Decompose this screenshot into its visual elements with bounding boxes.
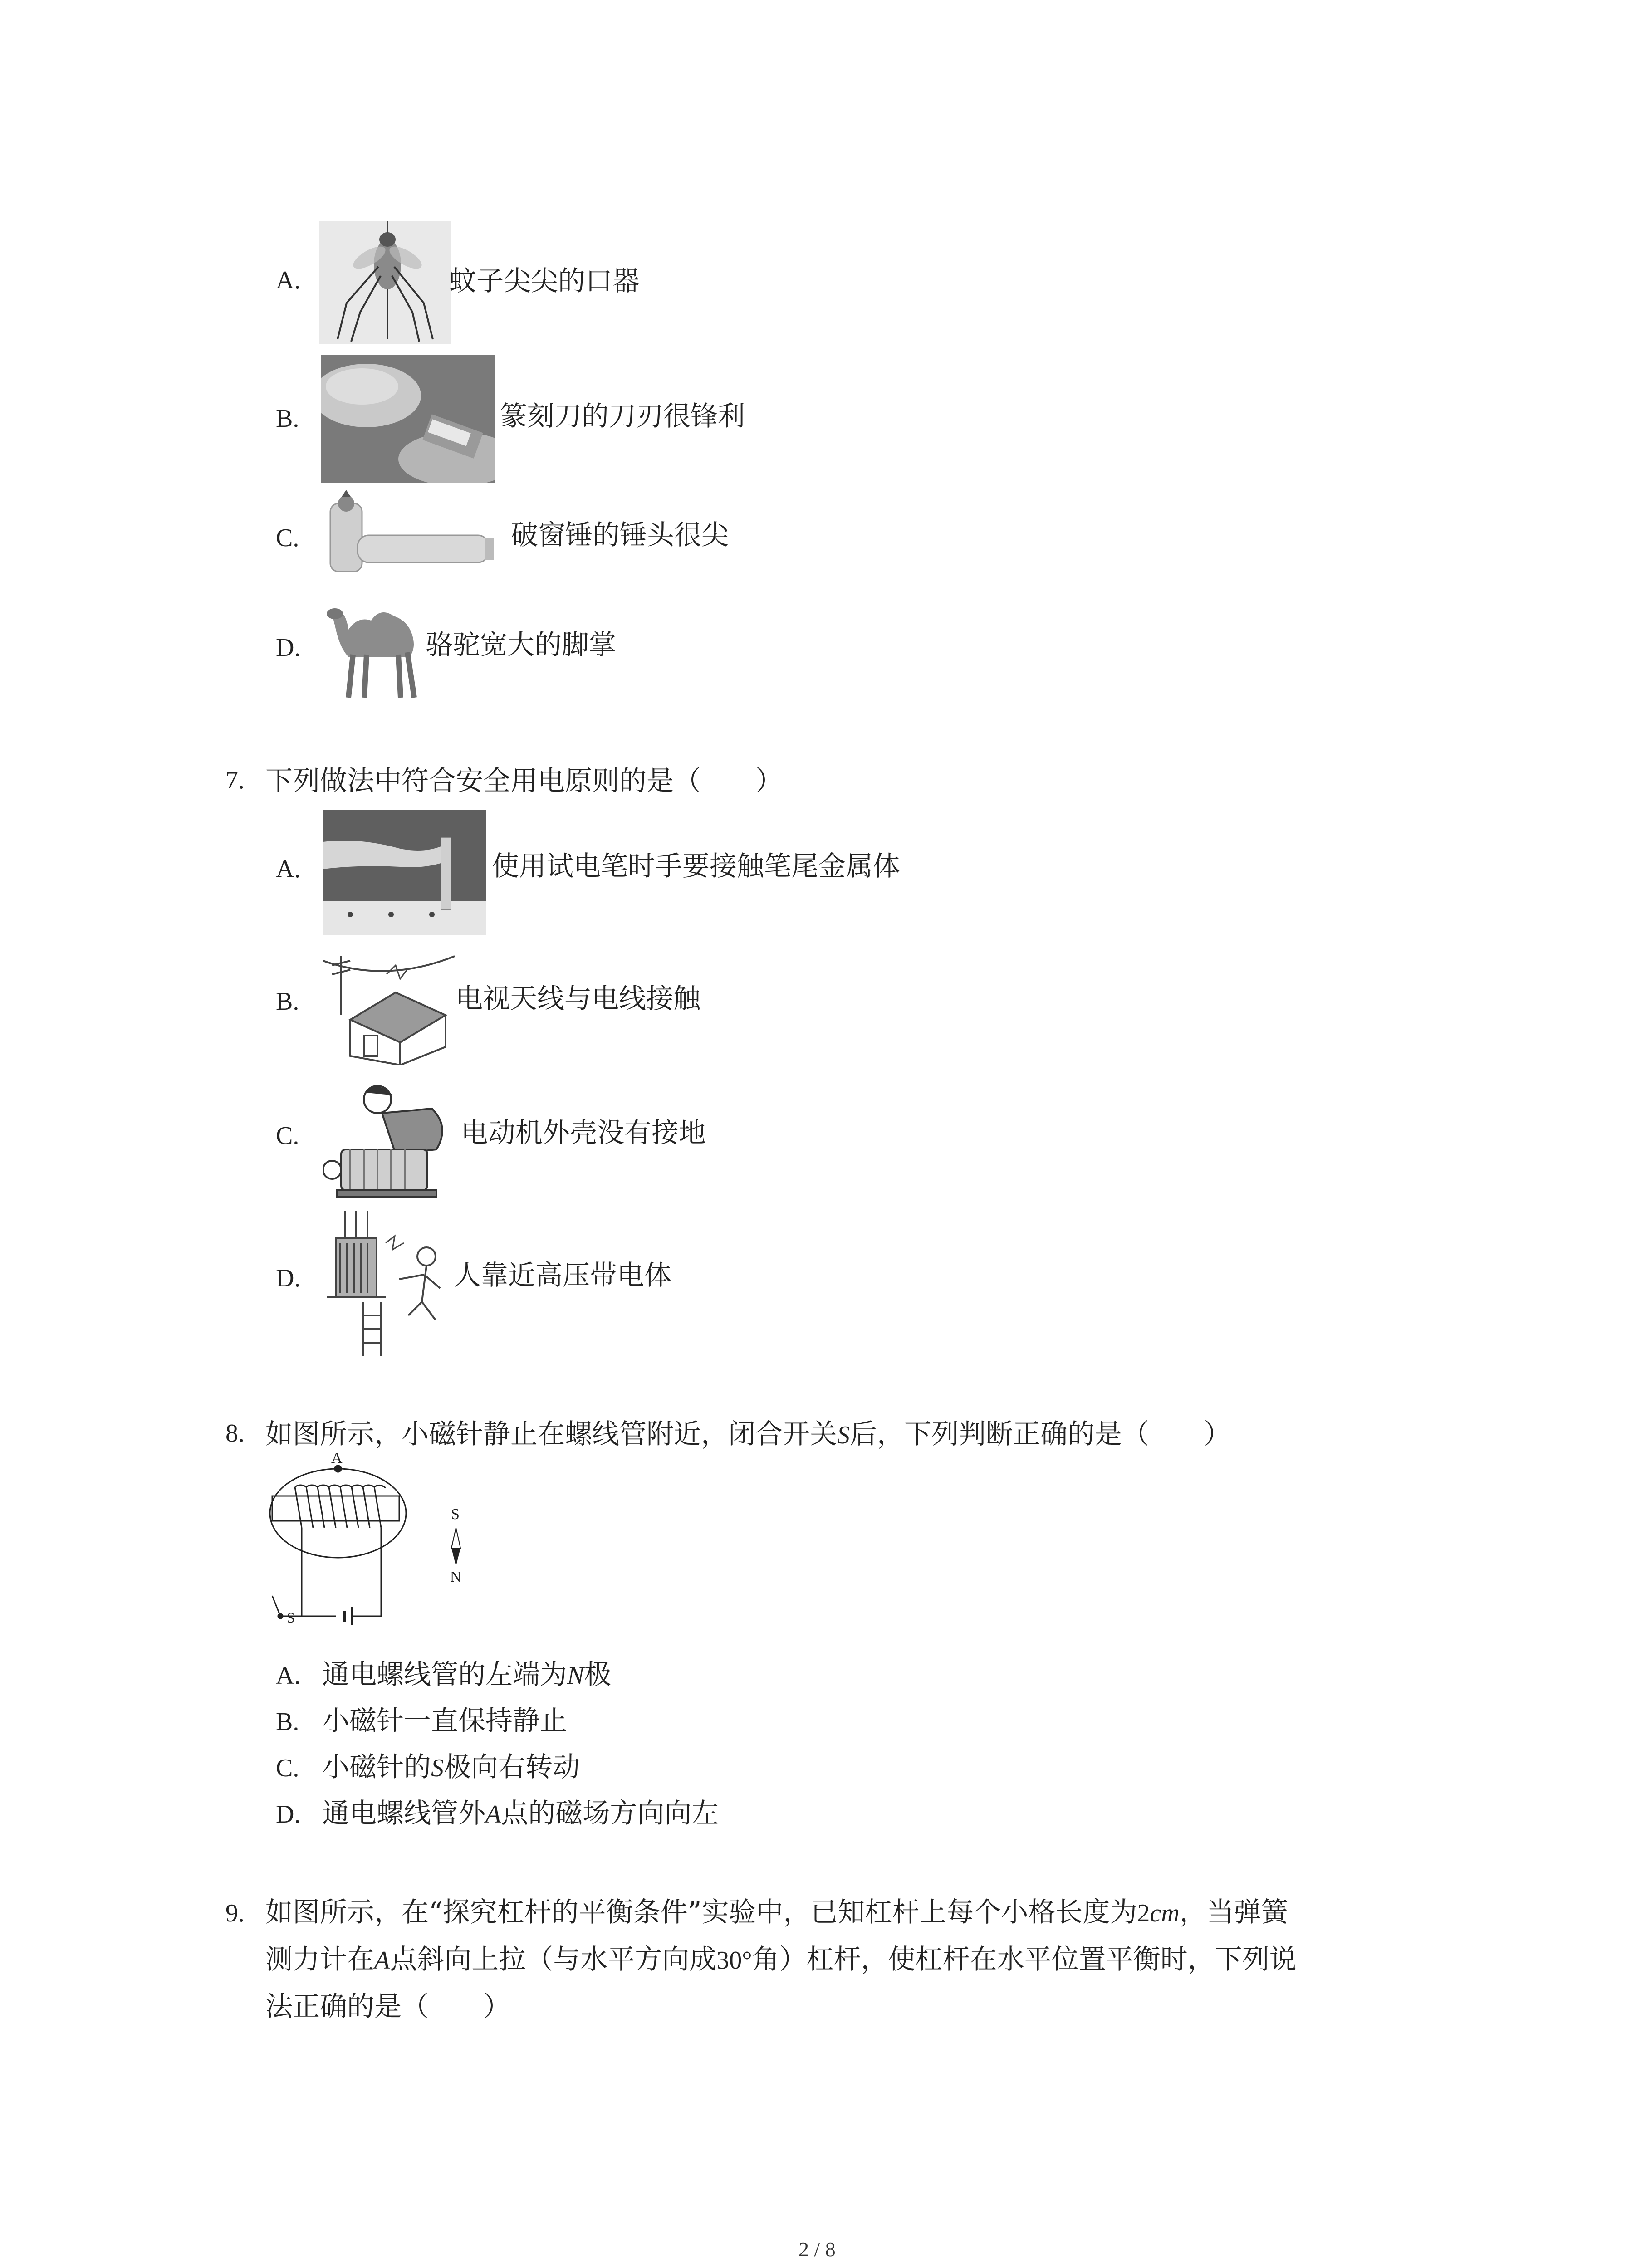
q6-option-a-text: 蚊子尖尖的口器 bbox=[449, 265, 640, 297]
q6-option-b-letter: B. bbox=[276, 405, 299, 433]
compass-n-label: N bbox=[450, 1569, 461, 1585]
q6-option-a-letter: A. bbox=[276, 266, 301, 294]
q7-stem: 下列做法中符合安全用电原则的是（ ） bbox=[265, 765, 783, 797]
q8-number: 8. bbox=[225, 1419, 245, 1447]
q9-line-1-part-1: 如图所示，在“探究杠杆的平衡条件”实验中，已知杠杆上每个小格长度为 bbox=[265, 1897, 1137, 1928]
q7-option-b-letter: B. bbox=[276, 987, 299, 1016]
test-pen-photo-icon bbox=[323, 810, 486, 935]
q7-option-d-text: 人靠近高压带电体 bbox=[454, 1260, 671, 1291]
q8-stem-variable: S bbox=[837, 1421, 850, 1449]
q7-number: 7. bbox=[225, 766, 245, 794]
q8-stem-part-2: 后，下列判断正确的是（ ） bbox=[850, 1418, 1231, 1450]
safety-hammer-photo-icon bbox=[321, 490, 503, 576]
solenoid-circuit-diagram bbox=[268, 1450, 476, 1641]
q7-option-a-text: 使用试电笔时手要接触笔尾金属体 bbox=[492, 850, 900, 882]
compass-s-label: S bbox=[451, 1506, 460, 1523]
q8-option-a-var: N bbox=[567, 1662, 584, 1690]
q6-option-d-text: 骆驼宽大的脚掌 bbox=[426, 629, 616, 661]
q6-option-d-letter: D. bbox=[276, 634, 301, 662]
camel-photo-icon bbox=[321, 598, 426, 703]
q8-option-b-text bbox=[322, 1707, 567, 1735]
q8-option-a-letter: A. bbox=[276, 1662, 301, 1690]
mosquito-photo-icon bbox=[319, 221, 451, 344]
page-number: 2 / 8 bbox=[798, 2238, 836, 2261]
point-a-label: A bbox=[331, 1450, 343, 1466]
q9-line-2-variable: A bbox=[374, 1946, 390, 1975]
q8-stem-part-1: 如图所示，小磁针静止在螺线管附近，闭合开关 bbox=[265, 1418, 837, 1450]
q9-line-1-part-2: ，当弹簧 bbox=[1179, 1897, 1288, 1928]
q9-line-2-part-2: 点斜向上拉（与水平方向成 bbox=[390, 1944, 717, 1975]
q8-option-d-text bbox=[322, 1800, 719, 1827]
q7-option-a-letter: A. bbox=[276, 855, 301, 883]
q7-option-d-letter: D. bbox=[276, 1264, 301, 1292]
q8-option-d-post: 点的磁场方向向左 bbox=[501, 1798, 719, 1829]
motor-worker-drawing-icon bbox=[323, 1077, 455, 1199]
q6-option-c-letter: C. bbox=[276, 524, 299, 552]
q8-option-d-letter: D. bbox=[276, 1800, 301, 1828]
q9-line-2-angle: 30° bbox=[716, 1946, 752, 1975]
q8-option-c-letter: C. bbox=[276, 1754, 299, 1782]
switch-s-label: S bbox=[287, 1609, 295, 1626]
q8-option-c-pre: 小磁针的 bbox=[322, 1751, 431, 1783]
q8-option-d-pre: 通电螺线管外 bbox=[322, 1798, 485, 1829]
q9-line-1-unit: cm bbox=[1150, 1899, 1180, 1927]
q7-option-c-text: 电动机外壳没有接地 bbox=[461, 1117, 706, 1149]
q9-line-1 bbox=[265, 1899, 1288, 1926]
q8-option-c-text bbox=[322, 1751, 580, 1783]
q9-line-2 bbox=[265, 1946, 1297, 1973]
q9-line-2-part-3: 角）杠杆，使杠杆在水平位置平衡时，下列说 bbox=[752, 1944, 1297, 1975]
q9-line-2-part-1: 测力计在 bbox=[265, 1944, 374, 1975]
q9-line-3: 法正确的是（ ） bbox=[265, 1991, 510, 2023]
q9-line-1-number: 2 bbox=[1137, 1899, 1150, 1927]
q8-option-c-post: 极向右转动 bbox=[444, 1751, 580, 1783]
q8-stem bbox=[265, 1418, 1231, 1450]
q8-option-d-var: A bbox=[485, 1800, 501, 1828]
q8-option-a-text bbox=[322, 1659, 612, 1691]
q8-option-a-pre: 通电螺线管的左端为 bbox=[322, 1659, 567, 1691]
q6-option-b-text: 篆刻刀的刀刃很锋利 bbox=[500, 401, 745, 432]
house-antenna-drawing-icon bbox=[323, 947, 455, 1065]
q6-option-c-text: 破窗锤的锤头很尖 bbox=[511, 519, 729, 551]
high-voltage-drawing-icon bbox=[318, 1211, 454, 1356]
q8-option-c-var: S bbox=[431, 1754, 444, 1782]
q9-number: 9. bbox=[225, 1899, 245, 1927]
q7-option-c-letter: C. bbox=[276, 1122, 299, 1150]
q8-option-b-letter: B. bbox=[276, 1708, 299, 1736]
carving-knife-photo-icon bbox=[321, 355, 495, 483]
q7-option-b-text: 电视天线与电线接触 bbox=[456, 983, 700, 1015]
q8-option-b-pre: 小磁针一直保持静止 bbox=[322, 1705, 567, 1737]
q8-option-a-post: 极 bbox=[584, 1659, 612, 1691]
